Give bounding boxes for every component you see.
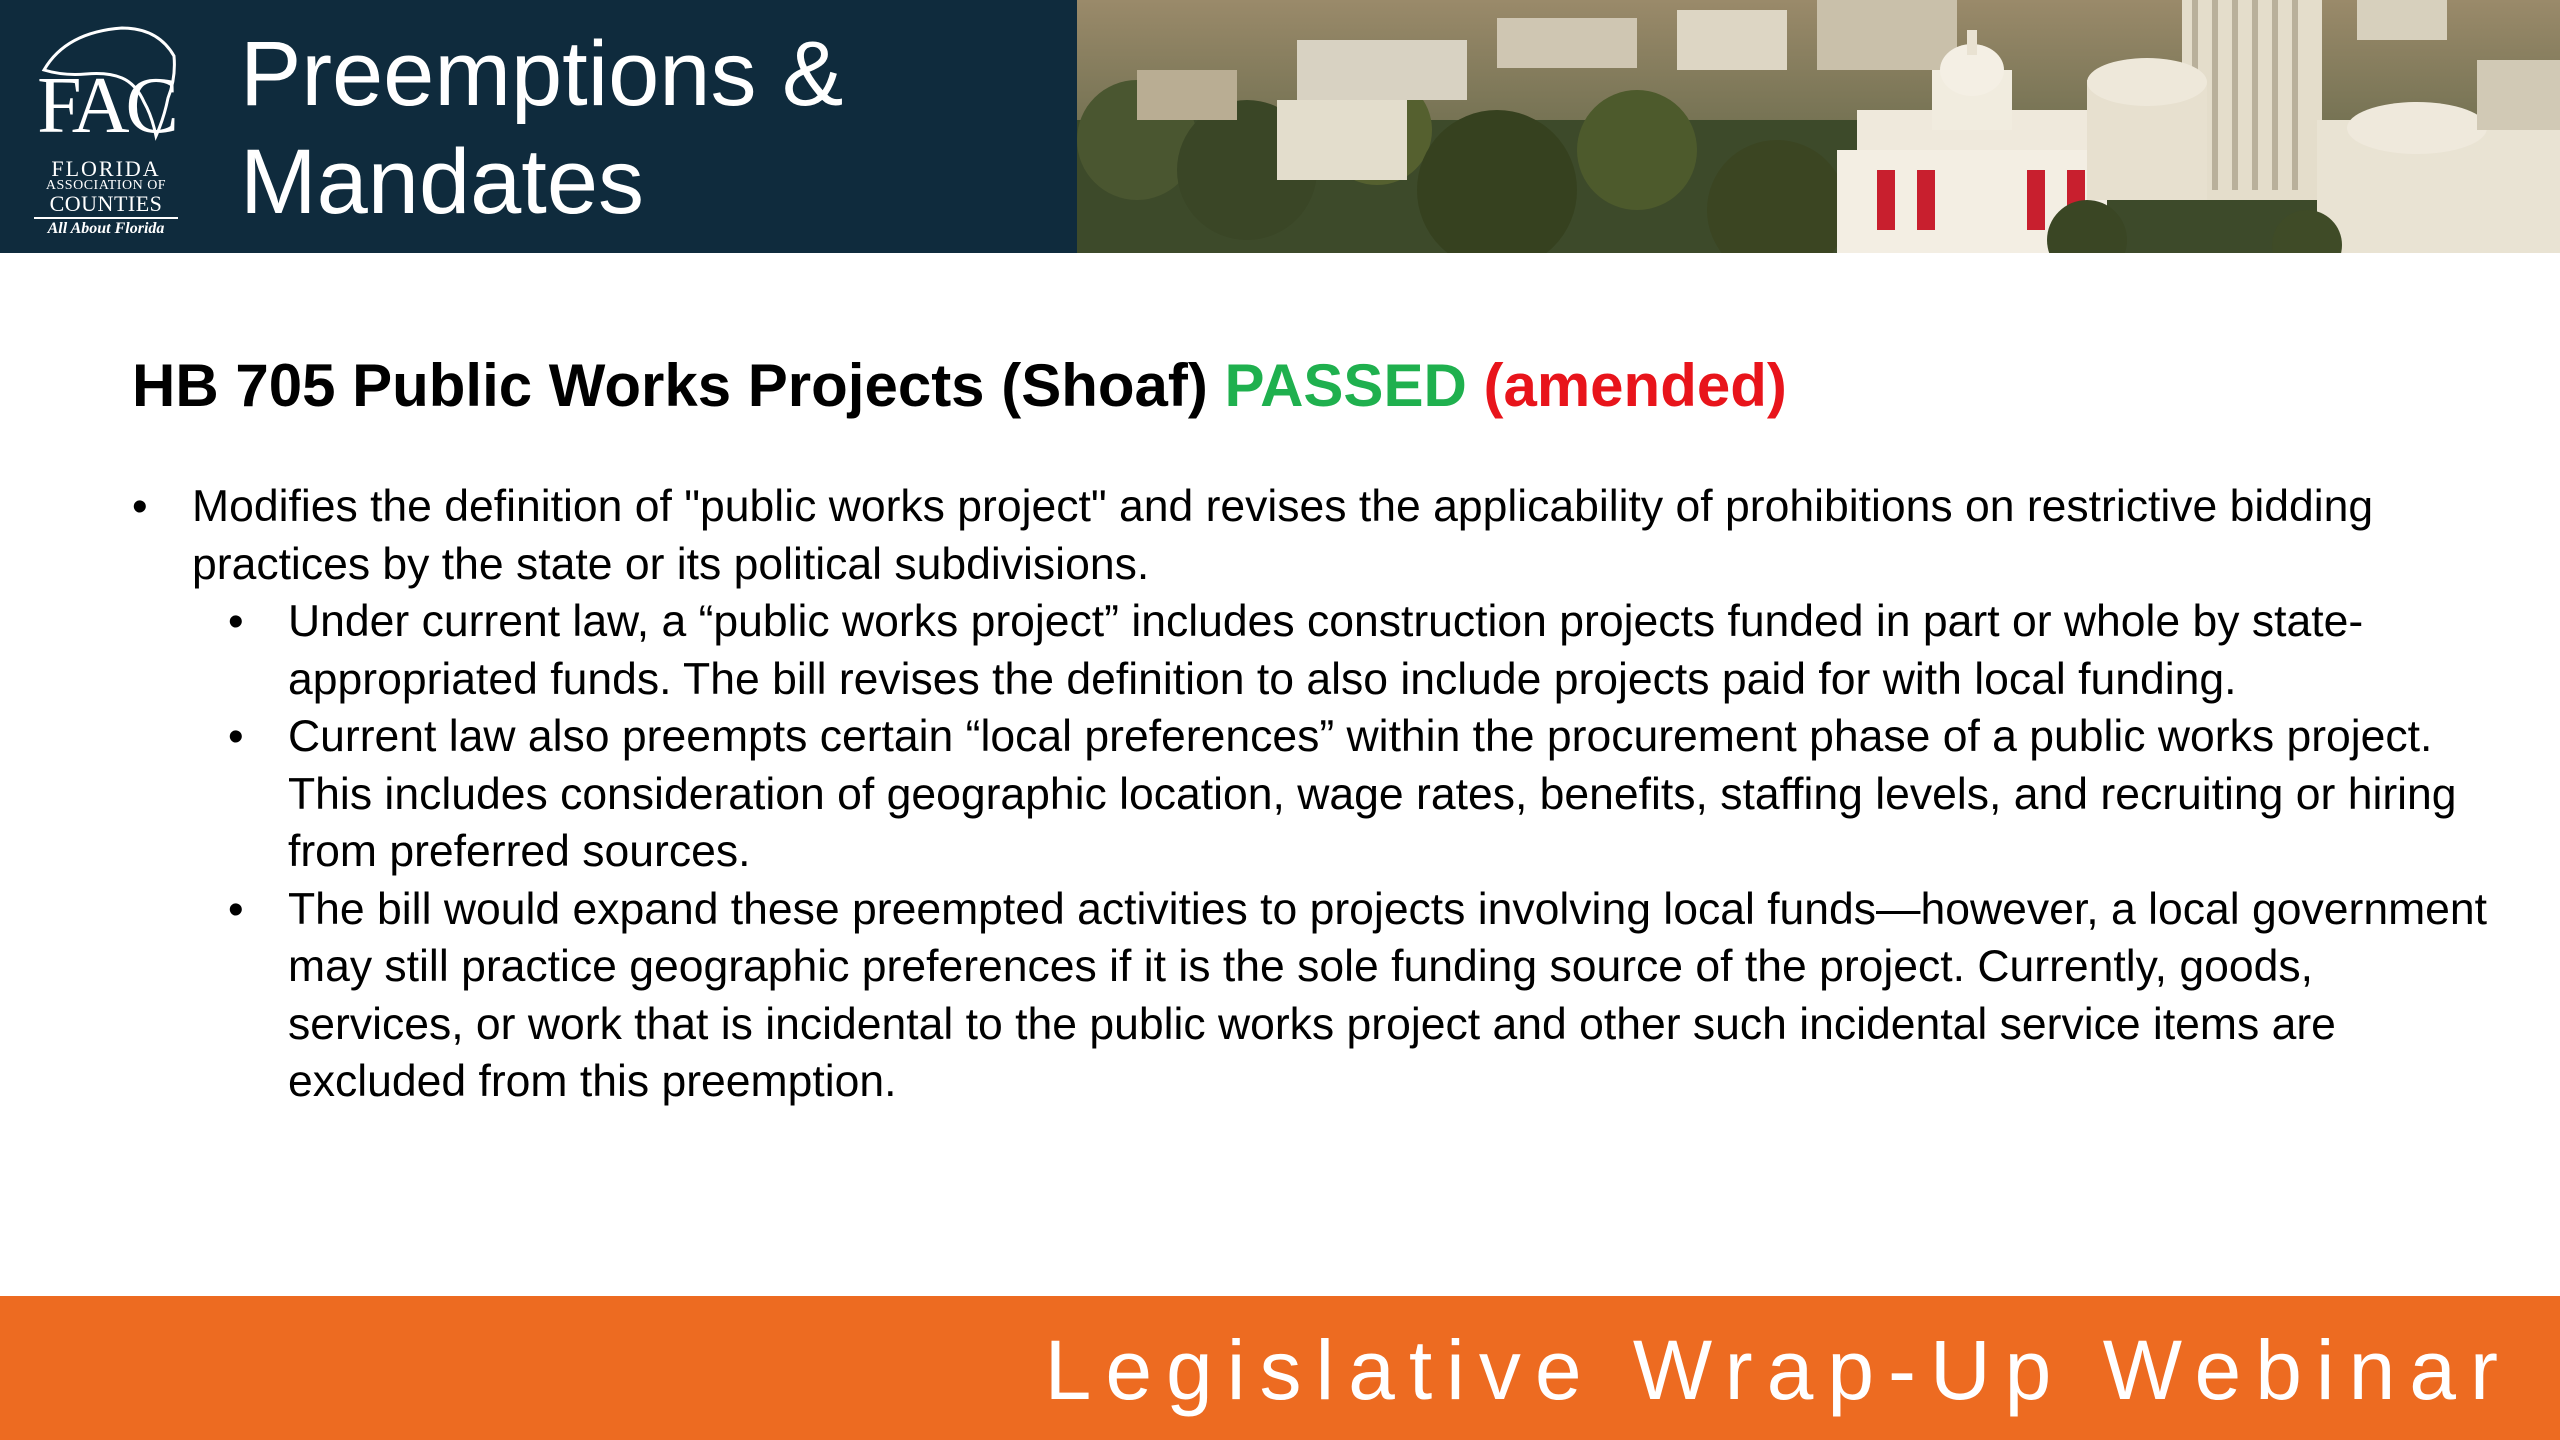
sub-bullet-text: Under current law, a “public works project” includes construction projects funded in part or whole by state-appropriated funds. The bill revises the definition to also include projects paid for with local funding. [288, 597, 2364, 704]
logo-org-line-3: COUNTIES [49, 191, 163, 216]
logo-divider [34, 217, 178, 219]
sub-bullet-item [192, 881, 2492, 1111]
bullet-dot-icon: • [132, 482, 148, 531]
sub-bullet-list [192, 593, 2492, 1111]
status-amended: (amended) [1483, 352, 1787, 419]
bill-title: HB 705 Public Works Projects (Shoaf) [132, 352, 1208, 419]
logo-mark: FAC [37, 62, 175, 150]
sub-bullet-dot-icon: • [228, 884, 244, 934]
status-passed: PASSED [1224, 352, 1467, 419]
header-banner [0, 0, 2560, 253]
slide-title [132, 346, 1787, 426]
header-title-line-1: Preemptions & [240, 23, 844, 125]
bullet-text: Modifies the definition of "public works project" and revises the applicability of prohibitions on restrictive bidding practices by the state or its political subdivisions. [192, 482, 2374, 589]
bullet-list [132, 478, 2492, 1111]
sub-bullet-dot-icon: • [228, 712, 244, 761]
fac-logo [26, 18, 186, 237]
header-title-line-2: Mandates [240, 131, 645, 233]
header-title [240, 20, 1040, 236]
logo-org-line-2: ASSOCIATION OF [45, 178, 167, 193]
capitol-aerial-photo [1077, 0, 2560, 253]
logo-tagline: All About Florida [47, 220, 165, 237]
logo-org-line-1: FLORIDA [51, 156, 161, 181]
sub-bullet-dot-icon: • [228, 597, 244, 646]
sub-bullet-item [192, 593, 2492, 708]
webinar-title: Legislative Wrap-Up Webinar [1044, 1323, 2512, 1417]
footer-banner [0, 1296, 2560, 1440]
capitol-skyline-illustration [1077, 0, 2560, 253]
sub-bullet-text: The bill would expand these preempted activities to projects involving local funds—however, a local government may still practice geographic preferences if it is the sole funding source of the project. Currently, goods, services, or work that is incidental to the public works project and other such incidental service items are excluded from this preemption. [288, 884, 2488, 1106]
sub-bullet-item [192, 708, 2492, 881]
bullet-item [132, 478, 2492, 1111]
sub-bullet-text: Current law also preempts certain “local preferences” within the procurement phase of a public works project. This includes consideration of geographic location, wage rates, benefits, staffing levels, and recruiting or hiring from preferred sources. [288, 712, 2457, 876]
